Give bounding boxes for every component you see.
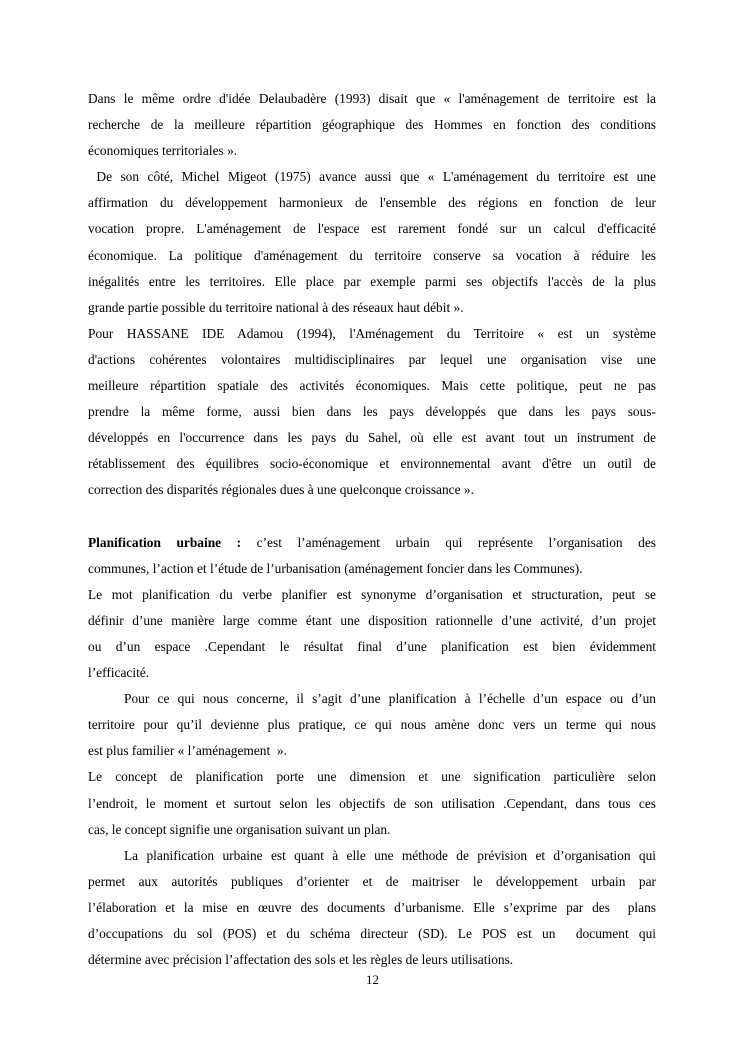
paragraph-mot-planification [88, 582, 656, 686]
text-line [88, 530, 656, 556]
text-line: d'actions cohérentes volontaires multidisciplinaires par lequel une organisation vise une [88, 351, 656, 367]
text-line: rétablissement des équilibres socio-économique et environnemental avant d'être un outil de [88, 456, 656, 472]
section-heading: Planification urbaine : [88, 534, 242, 550]
text-line: correction des disparités régionales dues à une quelconque croissance ». [88, 482, 474, 498]
text-line: prendre la même forme, aussi bien dans les pays développés que dans les pays sous- [88, 404, 656, 420]
text-line: communes, l’action et l’étude de l’urbanisation (aménagement foncier dans les Communes). [88, 560, 583, 576]
text-line: Pour HASSANE IDE Adamou (1994), l'Aménagement du Territoire « est un système [88, 325, 656, 341]
paragraph-concept [88, 764, 656, 842]
text-line: d’occupations du sol (POS) et du schéma directeur (SD). Le POS est un document qui [88, 926, 656, 941]
text-line: détermine avec précision l’affectation des sols et les règles de leurs utilisations. [88, 952, 514, 968]
text-line: affirmation du développement harmonieux de l'ensemble des régions en fonction de leur [88, 195, 656, 211]
heading-continuation: c’est l’aménagement urbain qui représente l’organisation des [241, 534, 656, 550]
text-line: inégalités entre les territoires. Elle place par exemple parmi ses objectifs l'accès de la plus [88, 273, 656, 289]
page-number: 12 [366, 972, 379, 987]
paragraph-hassane [88, 321, 656, 504]
text-line: Le concept de planification porte une dimension et une signification particulière selon [88, 769, 656, 785]
text-line: Dans le même ordre d'idée Delaubadère (1993) disait que « l'aménagement de territoire est la [88, 91, 656, 106]
text-line: économiques territoriales ». [88, 143, 238, 159]
text-line: permet aux autorités publiques d’orienter et de maitriser le développement urbain par [88, 873, 656, 889]
text-line: l’endroit, le moment et surtout selon les objectifs de son utilisation .Cependant, dans tous ces [88, 795, 656, 811]
paragraph-delaubadere [88, 86, 656, 164]
text-line: recherche de la meilleure répartition géographique des Hommes en fonction des conditions [88, 117, 656, 133]
paragraph-nous-concerne [88, 686, 656, 764]
text-line: cas, le concept signifie une organisation suivant un plan. [88, 821, 391, 837]
text-line: l’élaboration et la mise en œuvre des documents d’urbanisme. Elle s’exprime par des plans [88, 899, 656, 915]
text-line: La planification urbaine est quant à elle une méthode de prévision et d’organisation qui [124, 847, 656, 863]
text-line: définir d’une manière large comme étant une disposition rationnelle d’une activité, d’un projet [88, 612, 656, 628]
paragraph-planification-urbaine [88, 843, 656, 973]
text-line: économique. La politique d'aménagement du territoire conserve sa vocation à réduire les [88, 247, 656, 263]
text-line: l’efficacité. [88, 665, 150, 681]
text-line: territoire pour qu’il devienne plus pratique, ce qui nous amène donc vers un terme qui nous [88, 717, 656, 733]
text-line: meilleure répartition spatiale des activités économiques. Mais cette politique, peut ne pas [88, 378, 656, 394]
text-line: De son côté, Michel Migeot (1975) avance aussi que « L'aménagement du territoire est une [88, 169, 656, 185]
text-line: développés en l'occurrence dans les pays du Sahel, où elle est avant tout un instrument de [88, 430, 656, 446]
text-line: est plus familier « l’aménagement ». [88, 743, 287, 759]
text-line: grande partie possible du territoire national à des réseaux haut débit ». [88, 299, 464, 315]
text-line: Pour ce qui nous concerne, il s’agit d’une planification à l’échelle d’un espace ou d’un [124, 691, 656, 707]
text-line: Le mot planification du verbe planifier est synonyme d’organisation et structuration, peut se [88, 586, 656, 602]
blank-line [88, 504, 656, 530]
text-line: vocation propre. L'aménagement de l'espace est rarement fondé sur un calcul d'efficacité [88, 221, 656, 237]
text-line: ou d’un espace .Cependant le résultat final d’une planification est bien évidemment [88, 638, 656, 654]
paragraph-migeot [88, 164, 656, 321]
page-body [88, 86, 656, 973]
paragraph-planification-definition [88, 530, 656, 582]
